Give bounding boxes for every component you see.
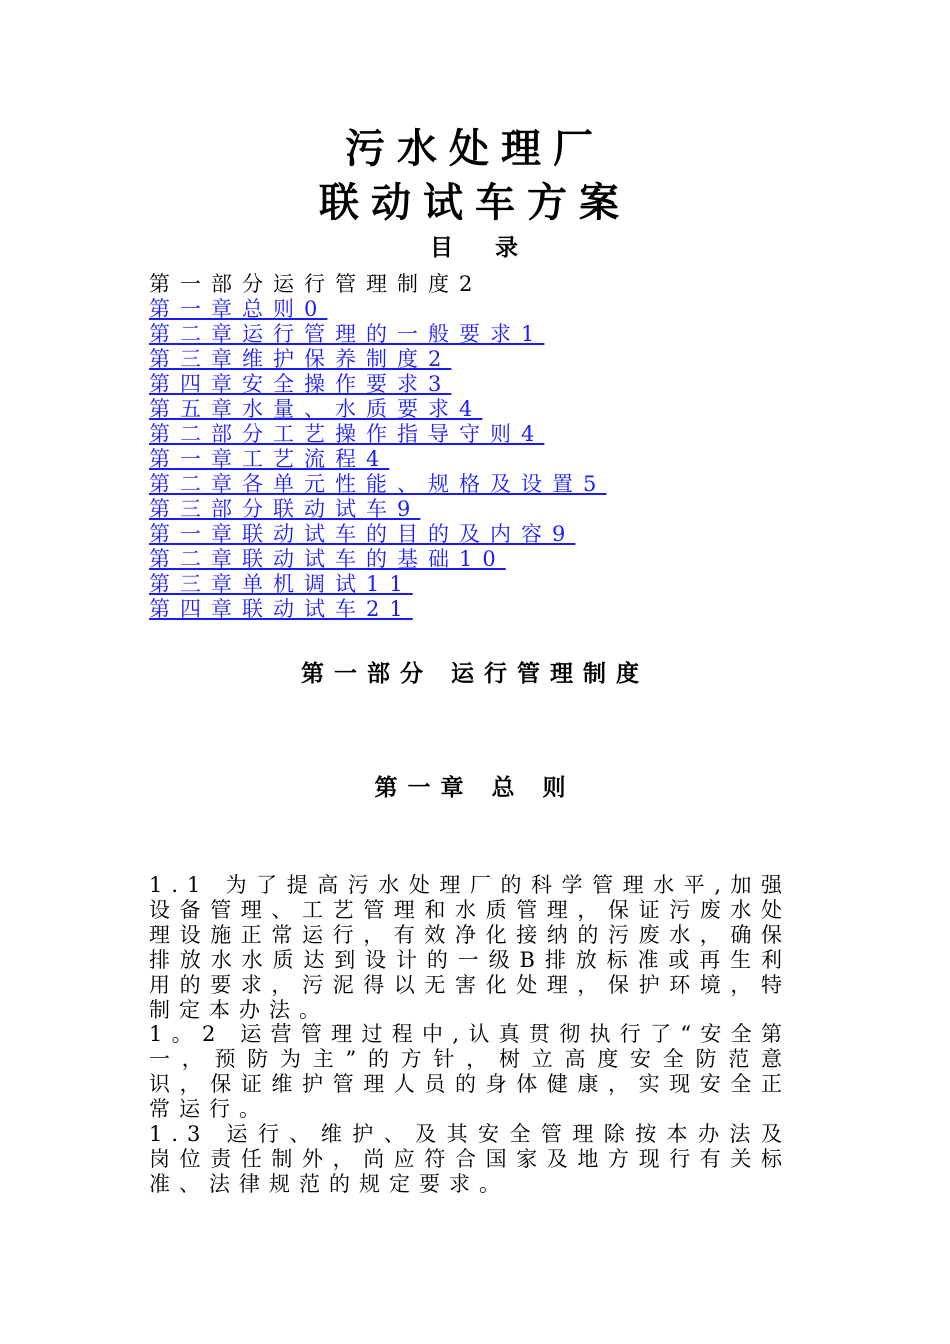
toc-heading-left: 目 [430, 234, 455, 261]
document-title-line1: 污水处理厂 [345, 125, 605, 172]
toc-link-p2-ch1[interactable]: 第一章工艺流程4 [149, 447, 390, 471]
toc-link-ch3-maintenance[interactable]: 第三章维护保养制度2 [149, 347, 452, 371]
paragraph-1-2: 1。2 运营管理过程中,认真贯彻执行了“安全第一，预防为主”的方针，树立高度安全防范意识，保证维护管理人员的身体健康，实现安全正常运行。 [149, 1022, 791, 1122]
toc-link-p2-ch2[interactable]: 第二章各单元性能、规格及设置5 [149, 472, 607, 496]
toc-link-ch5-water[interactable]: 第五章水量、水质要求4 [149, 397, 483, 421]
toc-link-p3-ch1[interactable]: 第一章联动试车的目的及内容9 [149, 522, 576, 546]
toc-link-p3-ch3[interactable]: 第三章单机调试11 [149, 572, 413, 596]
toc-link-ch4-safety[interactable]: 第四章安全操作要求3 [149, 372, 452, 396]
chapter1-body [149, 873, 791, 1197]
table-of-contents [149, 272, 809, 622]
toc-entry-part1: 第一部分运行管理制度2 [149, 272, 483, 296]
chapter1-heading: 第一章 总 则 [374, 774, 576, 801]
toc-link-part2[interactable]: 第二部分工艺操作指导守则4 [149, 422, 545, 446]
part1-heading: 第一部分 运行管理制度 [300, 660, 649, 687]
paragraph-1-3: 1.3 运行、维护、及其安全管理除按本办法及岗位责任制外，尚应符合国家及地方现行有关标准、法律规范的规定要求。 [149, 1122, 791, 1196]
toc-link-ch1-general[interactable]: 第一章总则0 [149, 297, 328, 321]
toc-link-part3[interactable]: 第三部分联动试车9 [149, 497, 421, 521]
paragraph-1-1: 1.1 为了提高污水处理厂的科学管理水平,加强设备管理、工艺管理和水质管理，保证污废水处理设施正常运行，有效净化接纳的污废水，确保排放水水质达到设计的一级B排放标准或再生利用的要求，污泥得以无害化处理，保护环境，特制定本办法。 [149, 873, 791, 1022]
toc-heading [0, 234, 950, 262]
toc-heading-right: 录 [495, 234, 520, 261]
document-title-line2: 联动试车方案 [319, 179, 631, 226]
toc-link-p3-ch4[interactable]: 第四章联动试车21 [149, 597, 413, 621]
toc-link-ch2-operation[interactable]: 第二章运行管理的一般要求1 [149, 322, 545, 346]
toc-link-p3-ch2[interactable]: 第二章联动试车的基础10 [149, 547, 506, 571]
